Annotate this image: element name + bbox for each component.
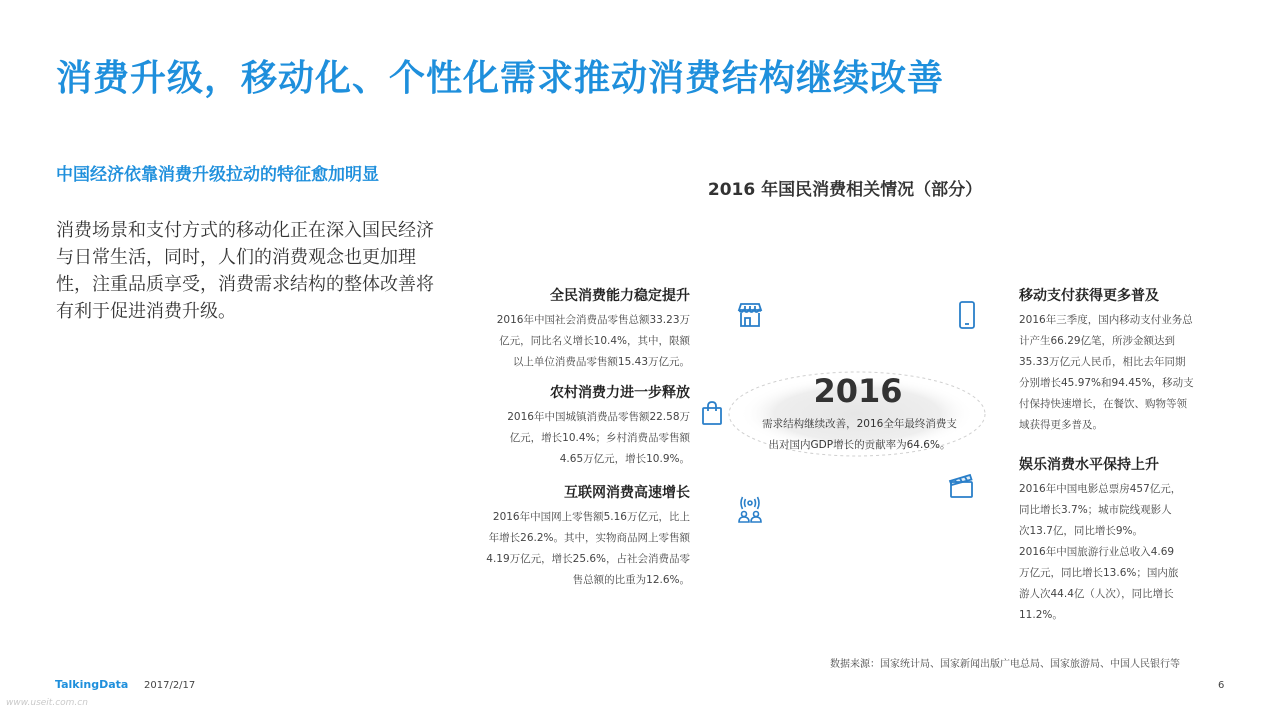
mobile-phone-icon: [952, 300, 982, 330]
block-entertainment-text: 2016年中国电影总票房457亿元， 同比增长3.7%；城市院线观影人 次13.7亿，同比增长9%。 2016年中国旅游行业总收入4.69 万亿元，同比增长13.6%；国内旅 游人次44.4亿（人次），同比增长 11.2%。: [1019, 483, 1182, 621]
talkingdata-logo: TalkingData: [55, 678, 129, 691]
block-rural-text: 2016年中国城镇消费品零售额22.58万 亿元，增长10.4%；乡村消费品零售额 4.65万亿元，增长10.9%。: [507, 411, 690, 465]
infographic-title: 2016 年国民消费相关情况（部分）: [707, 180, 983, 200]
center-text: 需求结构继续改善，2016全年最终消费支 出对国内GDP增长的贡献率为64.6%。: [762, 418, 957, 451]
section-body-text: 消费场景和支付方式的移动化正在深入国民经济与日常生活，同时，人们的消费观念也更加理性，注重品质享受，消费需求结构的整体改善将有利于促进消费升级。: [56, 220, 434, 322]
shopping-bag-icon: [697, 398, 727, 428]
block-mobile-pay-text: 2016年三季度，国内移动支付业务总 计产生66.29亿笔，所涉金额达到 35.33万亿元人民币，相比去年同期 分别增长45.97%和94.45%，移动支 付保持快速增长，在餐饮、购物等领 域获得更多普及。: [1019, 314, 1194, 431]
block-entertainment-heading: 娱乐消费水平保持上升: [1019, 457, 1159, 473]
storefront-icon: [735, 300, 765, 330]
network-users-icon: [735, 494, 765, 524]
block-rural-heading: 农村消费力进一步释放: [550, 385, 690, 401]
block-entertainment: [1019, 455, 1219, 626]
clapperboard-icon: [946, 470, 976, 500]
footer-date: 2017/2/17: [144, 680, 196, 691]
block-consumption: [420, 286, 690, 373]
block-consumption-heading: 全民消费能力稳定提升: [550, 288, 690, 304]
block-mobile-pay: [1019, 286, 1219, 436]
center-year: 2016: [813, 372, 903, 410]
block-internet-heading: 互联网消费高速增长: [564, 485, 690, 501]
page-number: 6: [1218, 680, 1225, 691]
watermark: www.useit.com.cn: [6, 698, 88, 708]
block-mobile-pay-heading: 移动支付获得更多普及: [1019, 288, 1159, 304]
data-source: 数据来源：国家统计局、国家新闻出版广电总局、国家旅游局、中国人民银行等: [830, 659, 1180, 670]
block-internet: [420, 483, 690, 591]
section-subheading: 中国经济依靠消费升级拉动的特征愈加明显: [56, 165, 379, 185]
page-title: 消费升级，移动化、个性化需求推动消费结构继续改善: [56, 58, 945, 99]
block-rural: [420, 383, 690, 470]
block-internet-text: 2016年中国网上零售额5.16万亿元，比上 年增长26.2%。其中，实物商品网上零售额 4.19万亿元，增长25.6%，占社会消费品零 售总额的比重为12.6%。: [486, 511, 690, 586]
block-consumption-text: 2016年中国社会消费品零售总额33.23万 亿元，同比名义增长10.4%，其中，限额 以上单位消费品零售额15.43万亿元。: [496, 314, 690, 368]
